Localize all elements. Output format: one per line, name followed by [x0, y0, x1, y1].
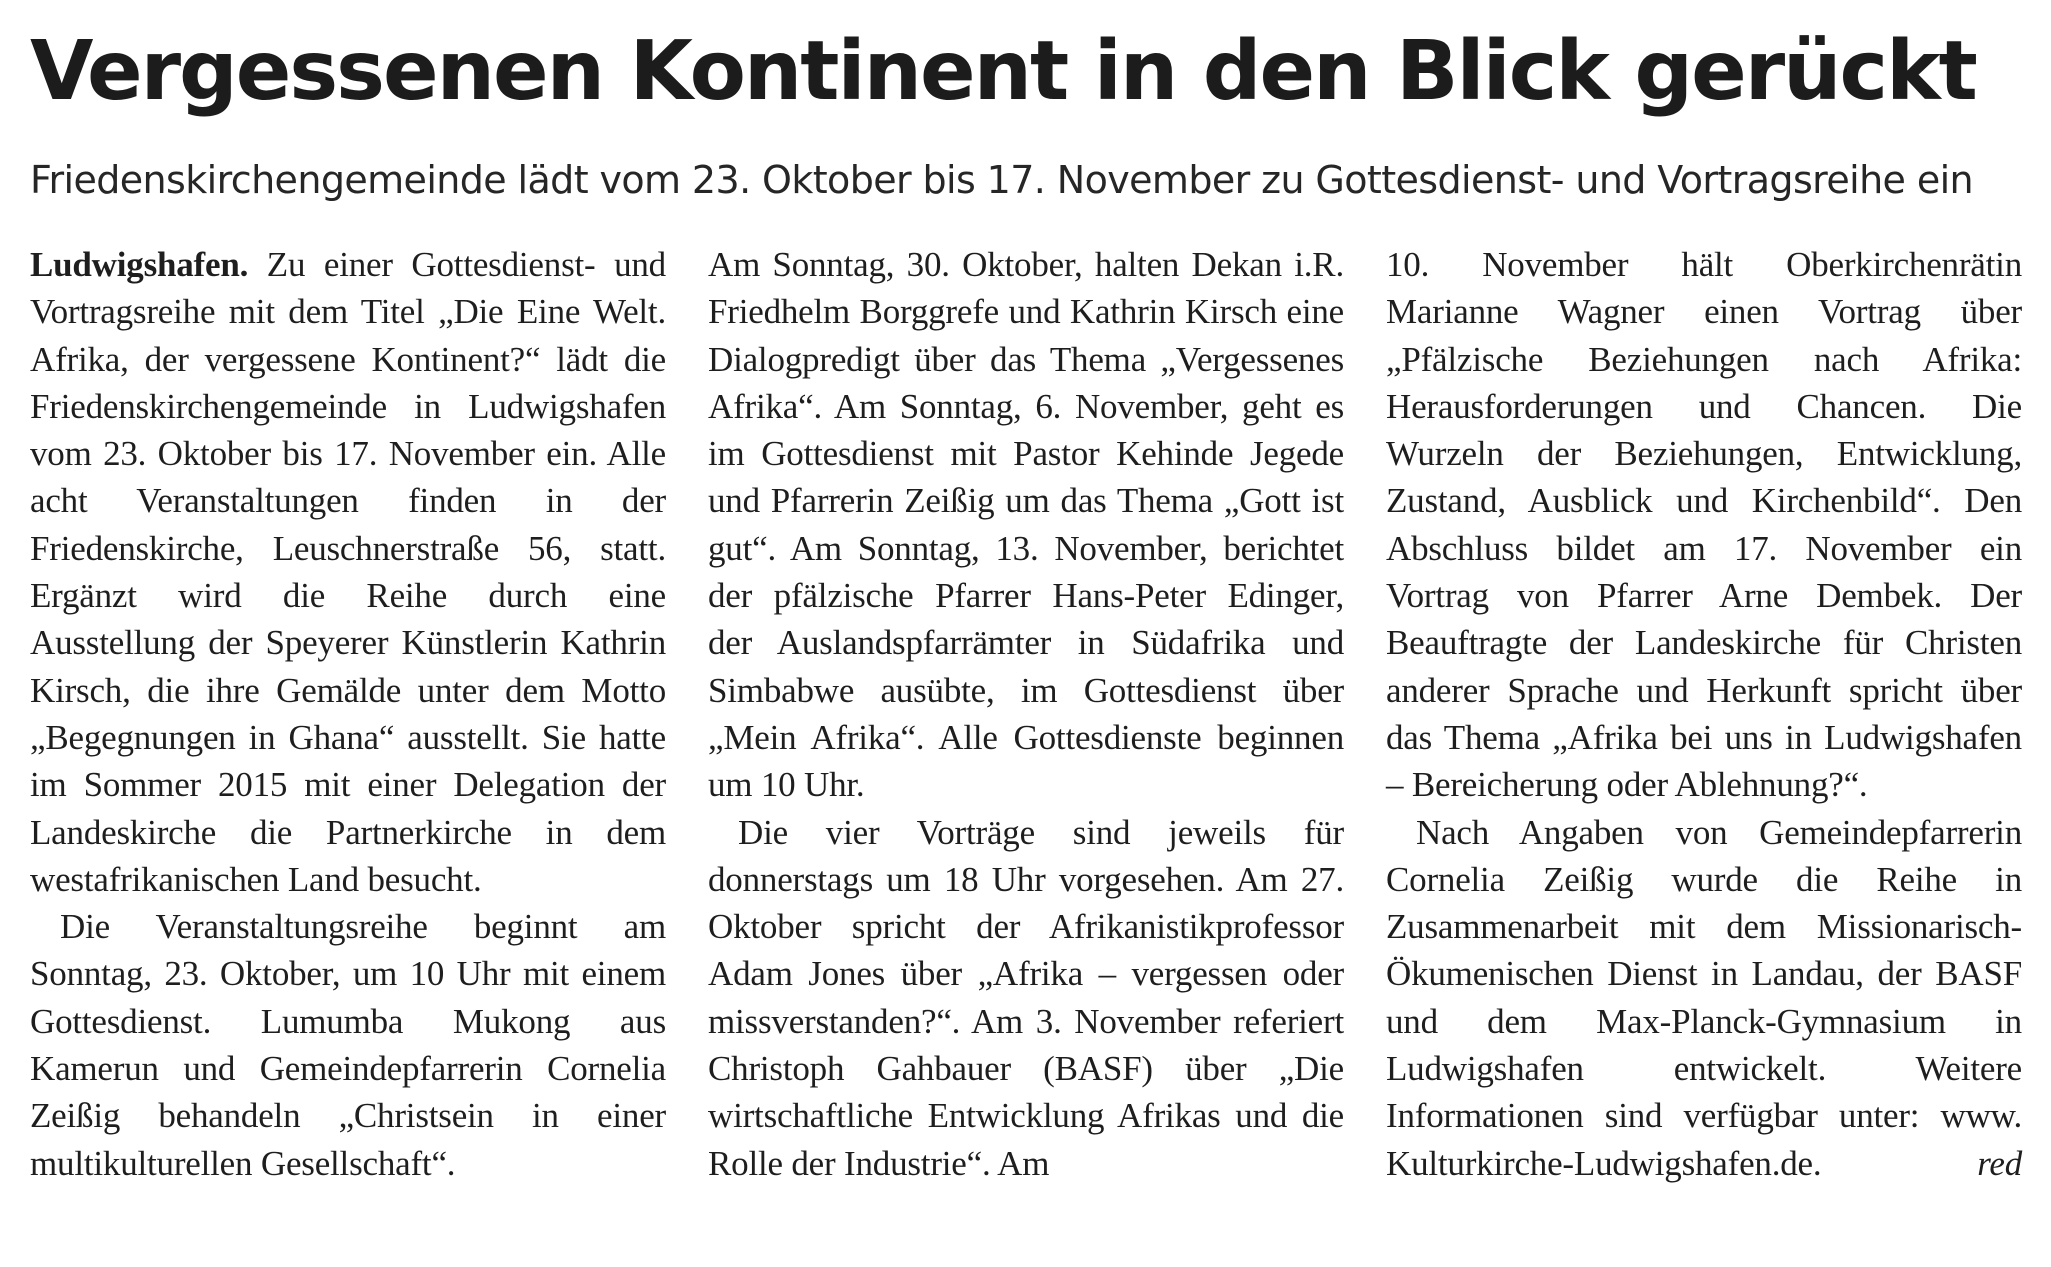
article-headline: Vergessenen Kontinent in den Blick gerückt	[30, 24, 1976, 119]
paragraph	[30, 241, 666, 903]
article-subheadline: Friedenskirchengemeinde lädt vom 23. Oktober bis 17. November zu Gottesdienst- und Vortragsreihe ein	[30, 158, 1974, 202]
paragraph-text: Nach Angaben von Gemeindepfarrerin Cornelia Zeißig wurde die Reihe in Zusammenarbeit mit dem Missionarisch-Ökumenischen Dienst in Landau, der BASF und dem Max-Planck-Gymnasium in Ludwigshafen entwickelt. Weitere Informationen sind verfügbar unter: www. Kulturkirche-Ludwigshafen.de.	[1386, 812, 2022, 1183]
paragraph: 10. November hält Oberkirchenrätin Marianne Wagner einen Vortrag über „Pfälzische Beziehungen nach Afrika: Herausforderungen und Chancen. Die Wurzeln der Beziehungen, Entwicklung, Zustand, Ausblick und Kirchenbild“. Den Abschluss bildet am 17. November ein Vortrag von Pfarrer Arne Dembek. Der Beauftragte der Landeskirche für Christen anderer Sprache und Herkunft spricht über das Thema „Afrika bei uns in Ludwigshafen – Bereicherung oder Ablehnung?“.	[1386, 245, 2022, 805]
author-byline: red	[1977, 1143, 2022, 1183]
dateline: Ludwigshafen.	[30, 245, 249, 284]
paragraph: Am Sonntag, 30. Oktober, halten Dekan i.R. Friedhelm Borggrefe und Kathrin Kirsch eine Dialogpredigt über das Thema „Vergessenes Afrika“. Am Sonntag, 6. November, geht es im Gottesdienst mit Pastor Kehinde Jegede und Pfarrerin Zeißig um das Thema „Gott ist gut“. Am Sonntag, 13. November, berichtet der pfälzische Pfarrer Hans-Peter Edinger, der Auslandspfarrämter in Südafrika und Simbabwe ausübte, im Gottesdienst über „Mein Afrika“. Alle Gottesdienste beginnen um 10 Uhr.	[708, 245, 1344, 805]
column-3	[1386, 241, 2022, 1251]
paragraph-text: Zu einer Gottesdienst- und Vortragsreihe mit dem Titel „Die Eine Welt. Afrika, der vergessene Kontinent?“ lädt die Friedenskirchengemeinde in Ludwigshafen vom 23. Oktober bis 17. November ein. Alle acht Veranstaltungen finden in der Friedenskirche, Leuschnerstraße 56, statt. Ergänzt wird die Reihe durch eine Ausstellung der Speyerer Künstlerin Kathrin Kirsch, die ihre Gemälde unter dem Motto „Begegnungen in Ghana“ ausstellt. Sie hatte im Sommer 2015 mit einer Delegation der Landeskirche die Partnerkirche in dem westafrikanischen Land besucht.	[30, 245, 666, 899]
paragraph: Die vier Vorträge sind jeweils für donnerstags um 18 Uhr vorgesehen. Am 27. Oktober spricht der Afrikanistikprofessor Adam Jones über „Afrika – vergessen oder missverstanden?“. Am 3. November referiert Christoph Gahbauer (BASF) über „Die wirtschaftliche Entwicklung Afrikas und die Rolle der Industrie“. Am	[708, 812, 1344, 1183]
paragraph	[1386, 809, 2022, 1187]
article-body	[30, 241, 2022, 1251]
paragraph: Die Veranstaltungsreihe beginnt am Sonntag, 23. Oktober, um 10 Uhr mit einem Gottesdienst. Lumumba Mukong aus Kamerun und Gemeindepfarrerin Cornelia Zeißig behandeln „Christsein in einer multikulturellen Gesellschaft“.	[30, 907, 666, 1183]
column-1	[30, 241, 666, 1251]
column-2	[708, 241, 1344, 1251]
